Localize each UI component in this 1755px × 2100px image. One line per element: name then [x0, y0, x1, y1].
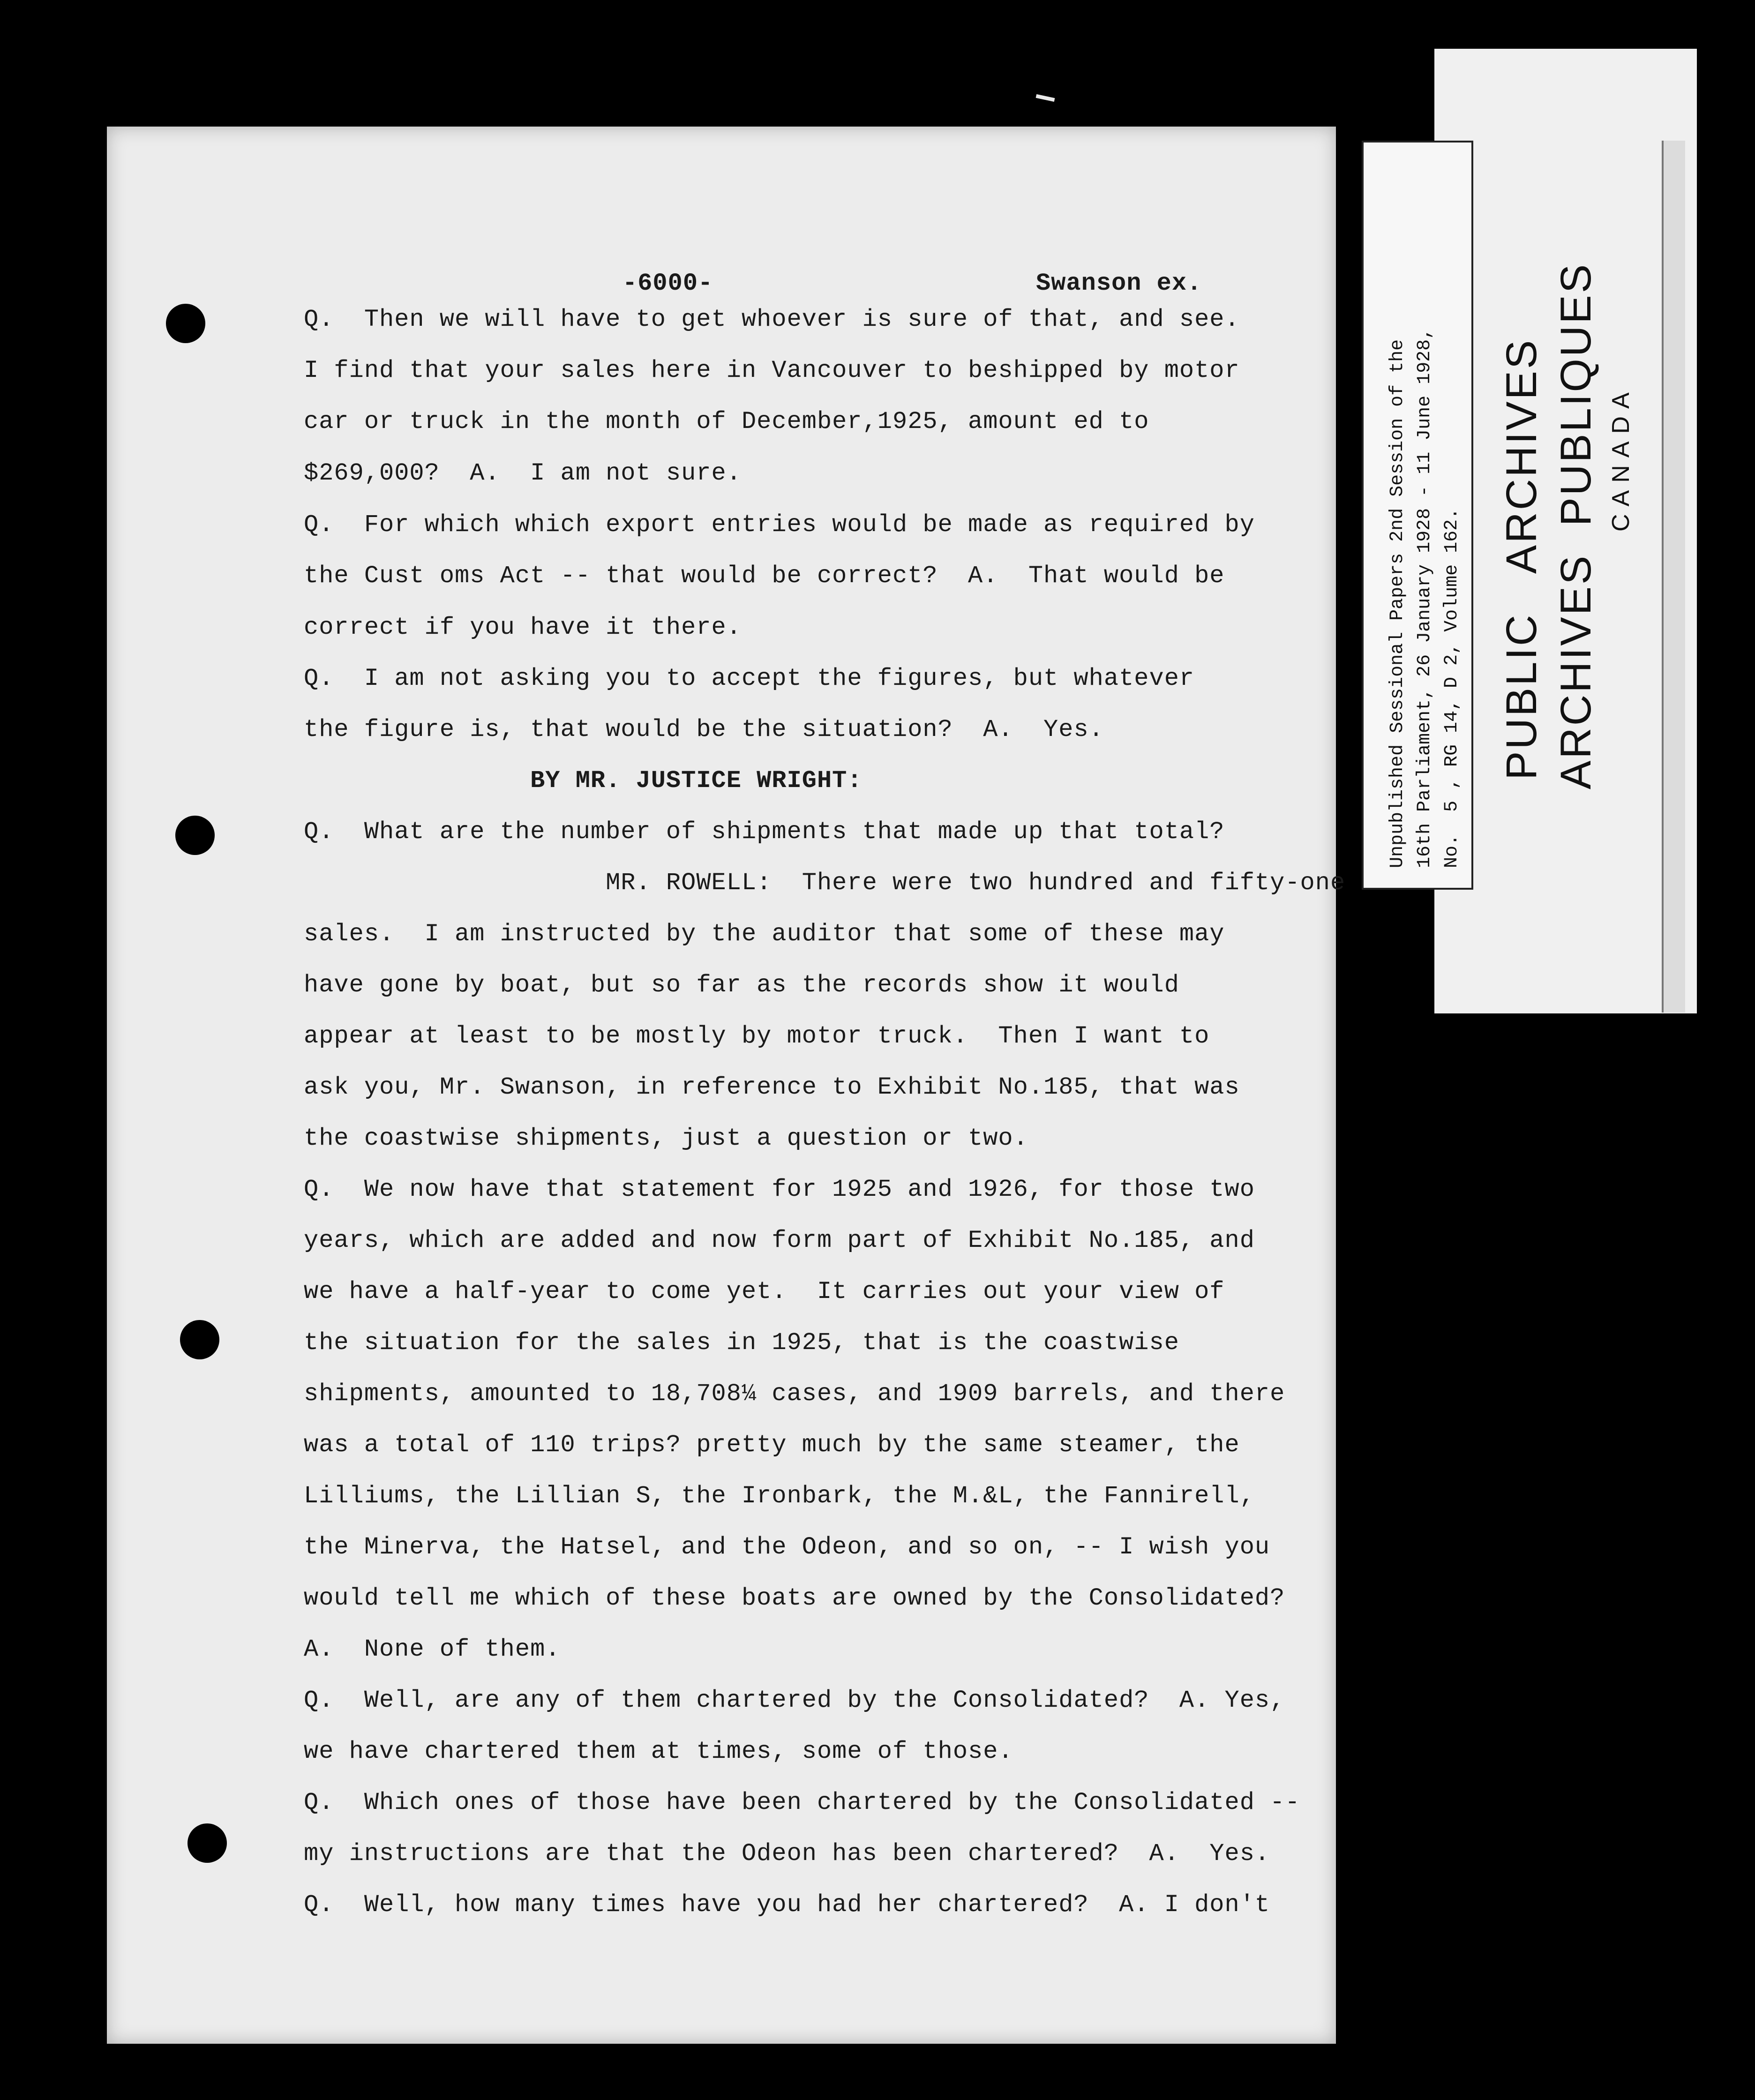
- typed-page: [107, 127, 1346, 2044]
- archives-title-fr: ARCHIVES PUBLIQUES: [1552, 262, 1600, 789]
- text-line: appear at least to be mostly by motor truck. Then I want to: [304, 1022, 1210, 1050]
- witness-header: Swanson ex.: [1036, 270, 1202, 297]
- text-line: MR. ROWELL: There were two hundred and fifty-one: [304, 869, 1346, 897]
- text-line: car or truck in the month of December,1925, amount ed to: [304, 408, 1149, 435]
- label-edge: [1662, 141, 1685, 1012]
- text-line: Q. Well, are any of them chartered by the Consolidated? A. Yes,: [304, 1687, 1285, 1714]
- text-line: I find that your sales here in Vancouver to beshipped by motor: [304, 357, 1240, 384]
- text-line: the coastwise shipments, just a question or two.: [304, 1125, 1028, 1152]
- text-line: Q. Then we will have to get whoever is sure of that, and see.: [304, 306, 1240, 333]
- text-line: sales. I am instructed by the auditor that some of these may: [304, 920, 1225, 948]
- section-heading: BY MR. JUSTICE WRIGHT:: [304, 767, 862, 795]
- text-line: shipments, amounted to 18,708¼ cases, and 1909 barrels, and there: [304, 1380, 1285, 1408]
- session-line: 16th Parliament, 26 January 1928 - 11 June 1928,: [1414, 328, 1435, 868]
- text-line: Q. For which which export entries would be made as required by: [304, 511, 1255, 539]
- text-line: the Cust oms Act -- that would be correct? A. That would be: [304, 562, 1225, 590]
- session-line: Unpublished Sessional Papers 2nd Session of the: [1387, 339, 1408, 868]
- session-info-label: [1362, 141, 1473, 890]
- text-line: the figure is, that would be the situation? A. Yes.: [304, 716, 1104, 743]
- text-line: Q. We now have that statement for 1925 and 1926, for those two: [304, 1176, 1255, 1203]
- text-line: the situation for the sales in 1925, that is the coastwise: [304, 1329, 1179, 1357]
- text-line: Q. Well, how many times have you had her chartered? A. I don't: [304, 1891, 1270, 1919]
- text-line: was a total of 110 trips? pretty much by the same steamer, the: [304, 1431, 1240, 1459]
- page-number: -6000-: [622, 270, 713, 297]
- transcript-text: [107, 127, 1346, 2044]
- text-line: Lilliums, the Lillian S, the Ironbark, the M.&L, the Fannirell,: [304, 1482, 1255, 1510]
- text-line: my instructions are that the Odeon has been chartered? A. Yes.: [304, 1840, 1270, 1868]
- text-line: Q. I am not asking you to accept the figures, but whatever: [304, 665, 1195, 692]
- text-line: correct if you have it there.: [304, 614, 742, 641]
- scan-artifact: [1036, 94, 1055, 102]
- text-line: we have chartered them at times, some of those.: [304, 1738, 1013, 1765]
- archives-title-en: PUBLIC ARCHIVES: [1498, 338, 1545, 780]
- text-line: ask you, Mr. Swanson, in reference to Exhibit No.185, that was: [304, 1073, 1240, 1101]
- text-line: $269,000? A. I am not sure.: [304, 459, 742, 487]
- session-line: No. 5 , RG 14, D 2, Volume 162.: [1441, 508, 1462, 868]
- text-line: Q. Which ones of those have been chartered by the Consolidated --: [304, 1789, 1300, 1816]
- text-line: would tell me which of these boats are owned by the Consolidated?: [304, 1584, 1285, 1612]
- text-line: A. None of them.: [304, 1635, 561, 1663]
- text-line: years, which are added and now form part of Exhibit No.185, and: [304, 1227, 1255, 1254]
- text-line: have gone by boat, but so far as the records show it would: [304, 971, 1179, 999]
- archives-country: CANADA: [1607, 385, 1635, 532]
- text-line: we have a half-year to come yet. It carries out your view of: [304, 1278, 1225, 1305]
- text-line: Q. What are the number of shipments that made up that total?: [304, 818, 1225, 846]
- text-line: the Minerva, the Hatsel, and the Odeon, and so on, -- I wish you: [304, 1533, 1270, 1561]
- archive-label-card: [1434, 49, 1697, 1013]
